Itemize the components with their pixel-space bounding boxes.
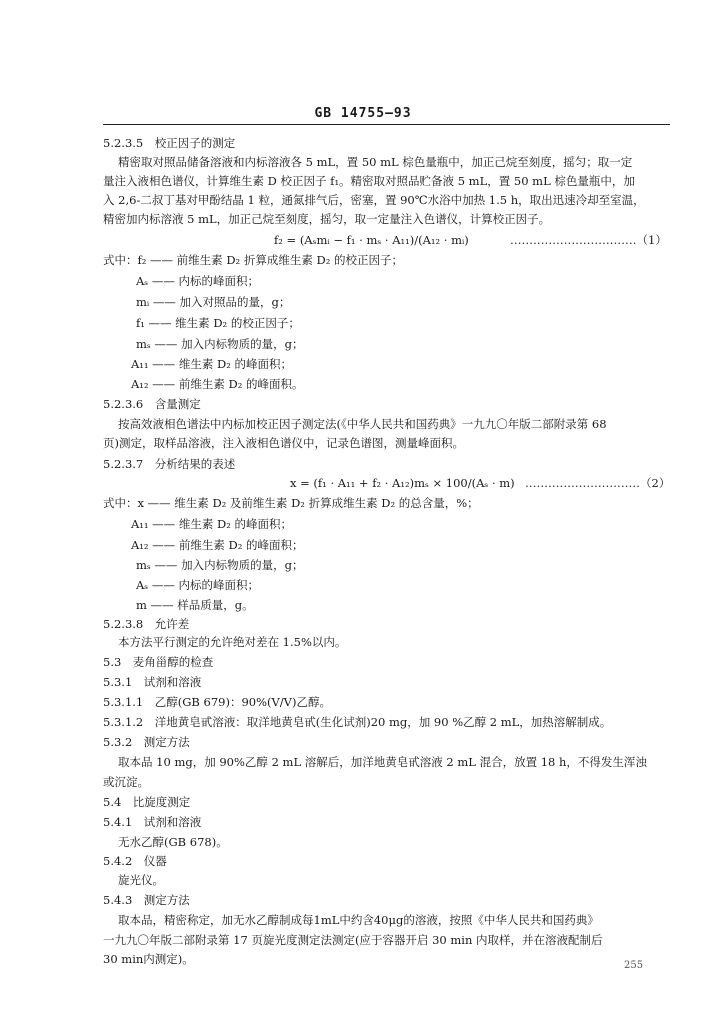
- text-line: 量注入液相色谱仪，计算维生素 D 校正因子 f₁。精密取对照品贮备液 5 mL，置 50 mL 棕色量瓶中，加: [103, 174, 635, 188]
- text-line: Aₛ —— 内标的峰面积；: [136, 578, 259, 592]
- section-heading: 5.3.1 试剂和溶液: [103, 675, 202, 689]
- text-line: 按高效液相色谱法中内标加校正因子测定法(《中华人民共和国药典》一九九〇年版二部附录第 68: [118, 417, 607, 431]
- text-line: A₁₂ —— 前维生素 D₂ 的峰面积。: [131, 377, 304, 391]
- section-heading: 5.4 比旋度测定: [103, 795, 191, 809]
- text-line: m —— 样品质量，g。: [136, 598, 254, 612]
- text-line: 精密加内标溶液 5 mL，加正己烷至刻度，摇匀，取一定量注入色谱仪，计算校正因子。: [103, 212, 551, 226]
- text-line: mᵢ —— 加入对照品的量，g；: [136, 295, 291, 309]
- section-heading: 5.4.1 试剂和溶液: [103, 815, 202, 829]
- text-line: 旋光仪。: [118, 873, 164, 887]
- section-heading: 5.3 麦角甾醇的检查: [103, 655, 214, 669]
- section-heading: 5.4.2 仪器: [103, 854, 167, 868]
- section-heading: 5.4.3 测定方法: [103, 893, 190, 907]
- text-line: 取本品 10 mg，加 90%乙醇 2 mL 溶解后，加洋地黄皂甙溶液 2 mL 混合，放置 18 h，不得发生浑浊: [118, 755, 647, 769]
- text-line: 一九九〇年版二部附录第 17 页旋光度测定法测定(应于容器开启 30 min 内取样，并在溶液配制后: [103, 933, 603, 947]
- text-line: 入 2,6-二叔丁基对甲酚结晶 1 粒，通氮排气后，密塞，置 90℃水浴中加热 1.5 h，取出迅速冷却至室温，: [103, 193, 645, 207]
- text-line: 取本品，精密称定，加无水乙醇制成每1mL中约含40μg的溶液，按照《中华人民共和国药典》: [118, 913, 599, 927]
- section-heading: 5.2.3.6 含量测定: [103, 397, 201, 411]
- section-heading: 5.3.1.1 乙醇(GB 679)：90%(V/V)乙醇。: [103, 695, 331, 709]
- text-line: A₁₂ —— 前维生素 D₂ 的峰面积；: [131, 538, 304, 552]
- section-heading: 5.2.3.5 校正因子的测定: [103, 136, 236, 150]
- text-line: 无水乙醇(GB 678)。: [118, 835, 228, 849]
- text-line: 精密取对照品储备溶液和内标溶液各 5 mL，置 50 mL 棕色量瓶中，加正己烷至刻度，摇匀；取一定: [118, 155, 633, 169]
- text-line: f₁ —— 维生素 D₂ 的校正因子；: [136, 316, 300, 330]
- text-line: 式中：f₂ —— 前维生素 D₂ 折算成维生素 D₂ 的校正因子；: [103, 253, 403, 267]
- page-number: 255: [624, 960, 644, 971]
- text-line: 30 min内测定)。: [103, 952, 194, 966]
- text-line: mₛ —— 加入内标物质的量，g；: [136, 558, 304, 572]
- equation-number: …………………………（2）: [525, 476, 671, 490]
- header-rule: [103, 124, 670, 125]
- text-line: 或沉淀。: [103, 775, 149, 789]
- section-heading: 5.2.3.7 分析结果的表述: [103, 457, 236, 471]
- formula-line: f₂ = (Aₛmᵢ − f₁ · mₛ · A₁₁)/(A₁₂ · mᵢ): [274, 233, 469, 247]
- text-line: Aₛ —— 内标的峰面积；: [136, 274, 259, 288]
- formula-line: x = (f₁ · A₁₁ + f₂ · A₁₂)mₛ × 100/(Aₛ · m): [290, 476, 515, 490]
- text-line: 页)测定，取样品溶液，注入液相色谱仪中，记录色谱图，测量峰面积。: [103, 436, 464, 450]
- equation-number: ……………………………（1）: [510, 233, 667, 247]
- text-line: 式中：x —— 维生素 D₂ 及前维生素 D₂ 折算成维生素 D₂ 的总含量，%；: [103, 496, 479, 510]
- section-heading: 5.3.1.2 洋地黄皂甙溶液：取洋地黄皂甙(生化试剂)20 mg，加 90 %乙醇 2 mL，加热溶解制成。: [103, 715, 612, 729]
- text-line: A₁₁ —— 维生素 D₂ 的峰面积；: [131, 517, 292, 531]
- text-line: mₛ —— 加入内标物质的量，g；: [136, 337, 304, 351]
- text-line: A₁₁ —— 维生素 D₂ 的峰面积；: [131, 357, 292, 371]
- text-line: 本方法平行测定的允许绝对差在 1.5%以内。: [118, 635, 347, 649]
- standard-header: GB 14755—93: [314, 106, 412, 121]
- section-heading: 5.3.2 测定方法: [103, 735, 190, 749]
- section-heading: 5.2.3.8 允许差: [103, 617, 190, 631]
